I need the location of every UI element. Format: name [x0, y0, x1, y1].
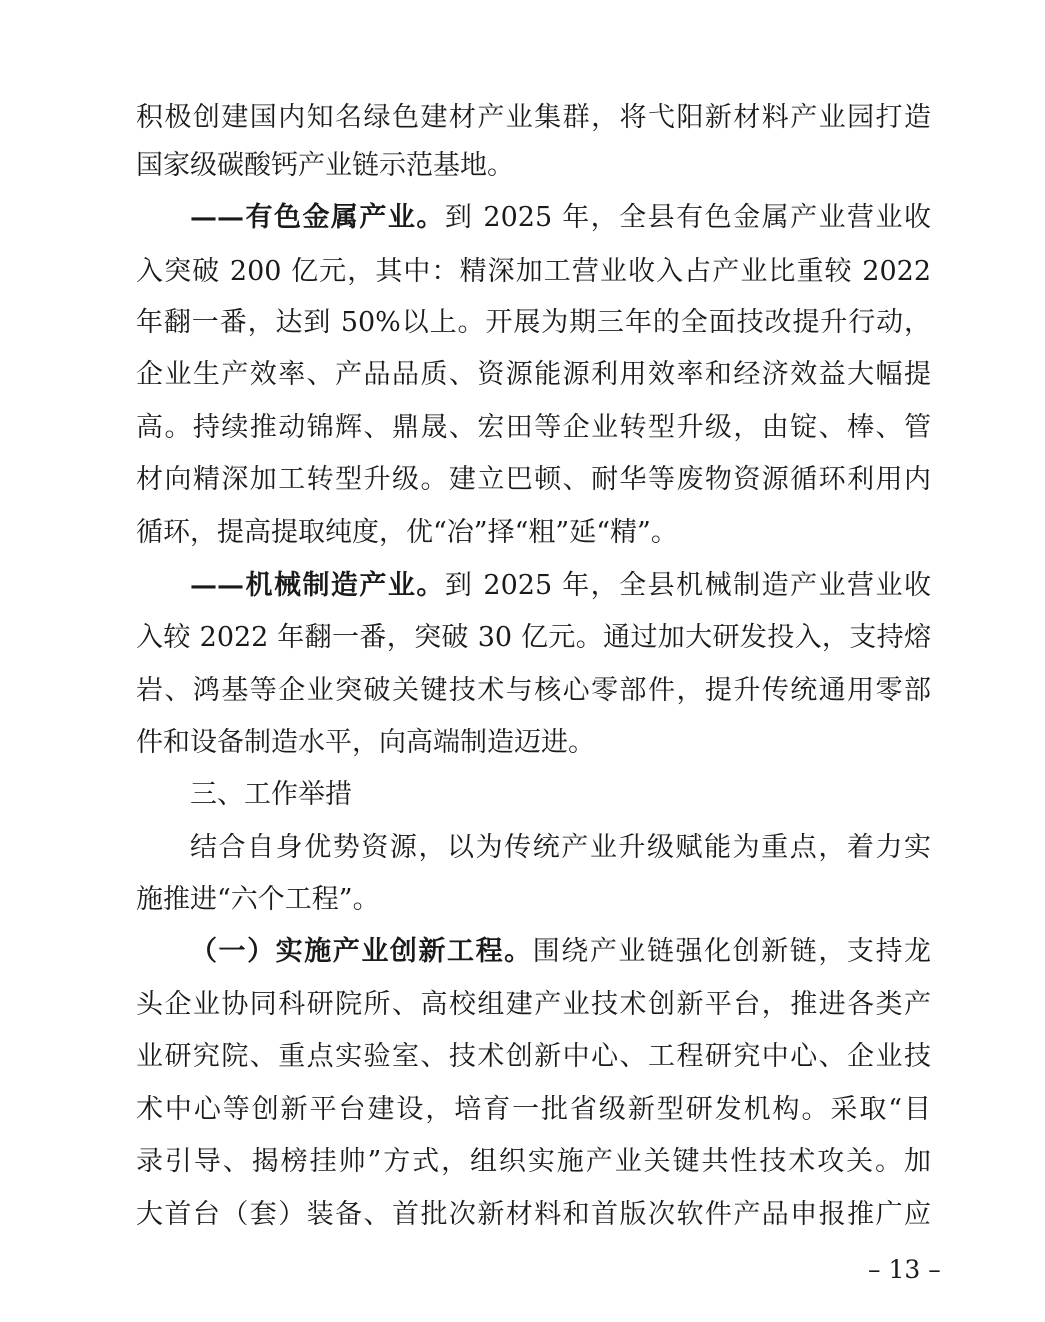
text-line — [136, 1197, 931, 1233]
text-line — [136, 882, 931, 918]
line-text: 业研究院、重点实验室、技术创新中心、工程研究中心、企业技 — [136, 1041, 931, 1072]
text-line — [136, 200, 931, 236]
line-text: 施推进“六个工程”。 — [136, 884, 380, 915]
line-text: 术中心等创新平台建设，培育一批省级新型研发机构。采取“目 — [136, 1094, 931, 1125]
line-text: 录引导、揭榜挂帅”方式，组织实施产业关键共性技术攻关。加 — [136, 1146, 931, 1177]
line-text: 三、工作举措 — [190, 779, 352, 810]
text-line — [136, 305, 931, 341]
text-line — [136, 1092, 931, 1128]
line-text: 高。持续推动锦辉、鼎晟、宏田等企业转型升级，由锭、棒、管 — [136, 412, 931, 443]
text-line — [136, 568, 931, 604]
text-line — [136, 725, 931, 761]
bold-lead-in: ——机械制造产业。 — [190, 570, 445, 601]
line-text: 积极创建国内知名绿色建材产业集群，将弋阳新材料产业园打造 — [136, 102, 931, 133]
line-text: 头企业协同科研院所、高校组建产业技术创新平台，推进各类产 — [136, 989, 931, 1020]
line-text: 循环，提高提取纯度，优“冶”择“粗”延“精”。 — [136, 517, 678, 548]
line-text: 企业生产效率、产品品质、资源能源利用效率和经济效益大幅提 — [136, 359, 931, 390]
line-text: 到 2025 年，全县机械制造产业营业收 — [444, 570, 931, 601]
line-text: 大首台（套）装备、首批次新材料和首版次软件产品申报推广应 — [136, 1199, 931, 1230]
text-line — [136, 515, 931, 551]
text-line — [136, 357, 931, 393]
text-line — [136, 934, 931, 970]
section-heading — [136, 777, 931, 813]
line-text: 岩、鸿基等企业突破关键技术与核心零部件，提升传统通用零部 — [136, 675, 931, 706]
text-line — [136, 410, 931, 446]
line-text: 材向精深加工转型升级。建立巴顿、耐华等废物资源循环利用内 — [136, 464, 931, 495]
text-line — [136, 462, 931, 498]
line-text: 国家级碳酸钙产业链示范基地。 — [136, 150, 514, 181]
line-text: 件和设备制造水平，向高端制造迈进。 — [136, 727, 595, 758]
text-line — [136, 673, 931, 709]
line-text: 入突破 200 亿元，其中：精深加工营业收入占产业比重较 2022 — [136, 256, 931, 287]
text-line — [136, 620, 931, 656]
text-line — [136, 1039, 931, 1075]
text-line — [136, 148, 931, 184]
line-text: 到 2025 年，全县有色金属产业营业收 — [444, 202, 931, 233]
bold-lead-in: （一）实施产业创新工程。 — [190, 936, 533, 967]
text-line — [136, 1144, 931, 1180]
line-text: 结合自身优势资源，以为传统产业升级赋能为重点，着力实 — [190, 832, 931, 863]
text-line — [136, 254, 931, 290]
line-text: 入较 2022 年翻一番，突破 30 亿元。通过加大研发投入，支持熔 — [136, 622, 931, 653]
line-text: 年翻一番，达到 50%以上。开展为期三年的全面技改提升行动， — [136, 307, 931, 338]
text-line — [136, 987, 931, 1023]
page-number: – 13 – — [868, 1255, 941, 1284]
text-line — [136, 100, 931, 136]
line-text: 围绕产业链强化创新链，支持龙 — [532, 936, 932, 967]
text-line — [136, 830, 931, 866]
bold-lead-in: ——有色金属产业。 — [190, 202, 445, 233]
